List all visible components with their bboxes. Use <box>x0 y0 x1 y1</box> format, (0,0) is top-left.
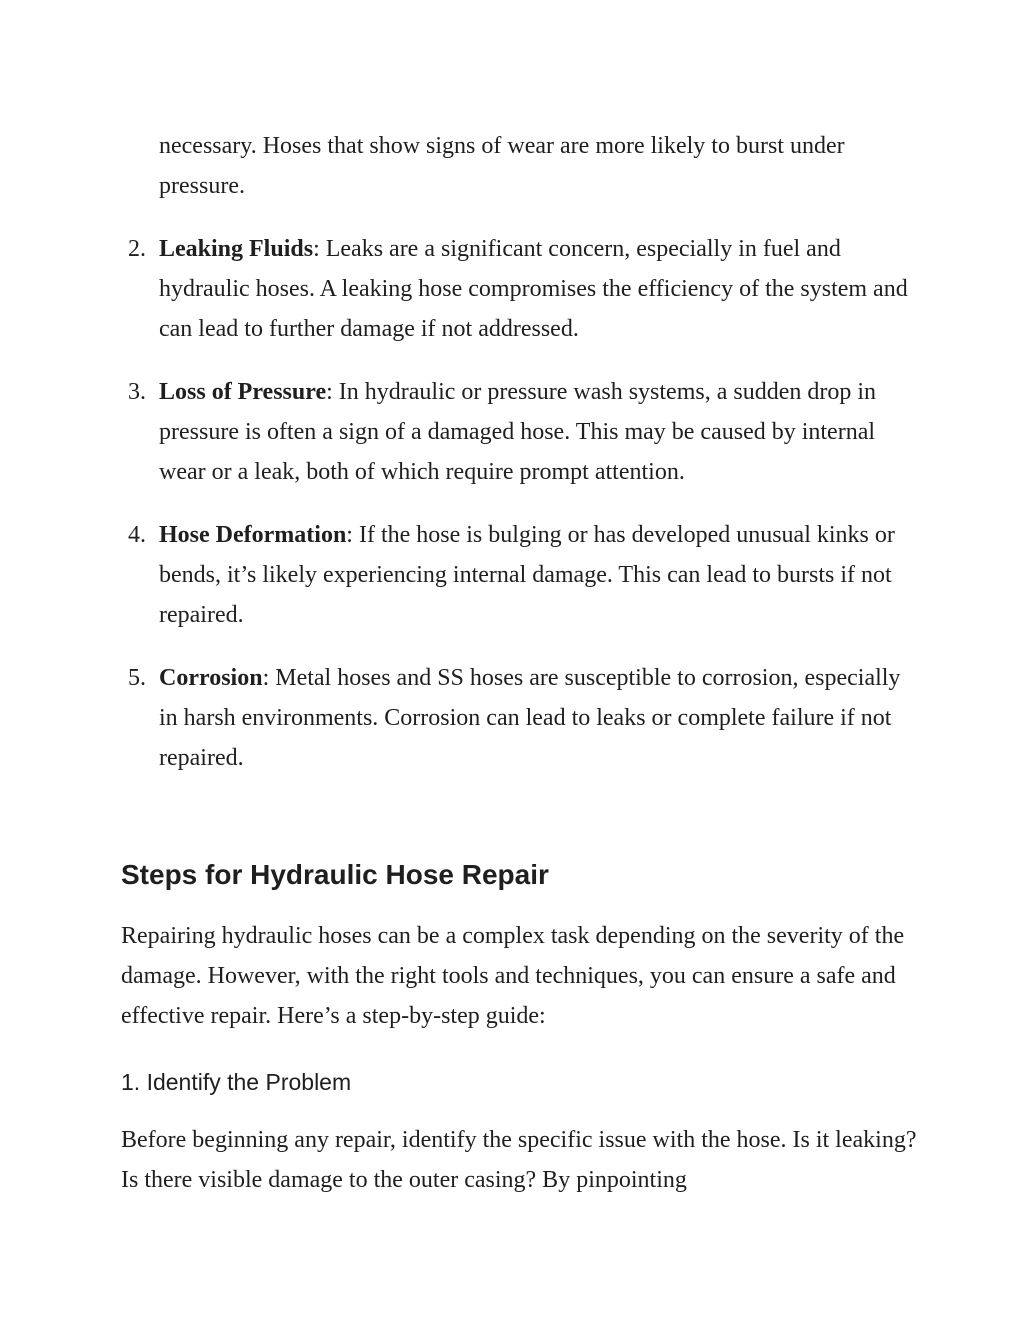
list-number: 2. <box>128 236 146 262</box>
list-item <box>122 372 922 492</box>
list-term: Loss of Pressure <box>159 379 327 405</box>
list-item <box>122 229 922 349</box>
list-number: 5. <box>128 665 146 691</box>
list-item <box>122 515 922 635</box>
list-text: : Leaks are a significant concern, especially in fuel and hydraulic hoses. A leaking hose compromises the efficiency of the system and can lead to further damage if not addressed. <box>159 236 908 342</box>
list-text: : If the hose is bulging or has developed unusual kinks or bends, it’s likely experiencing internal damage. This can lead to bursts if not repaired. <box>159 522 895 628</box>
list-term: Leaking Fluids <box>159 236 314 262</box>
step1-paragraph: Before beginning any repair, identify the specific issue with the hose. Is it leaking? Is there visible damage to the outer casing? By pinpointing <box>121 1127 917 1193</box>
list-number: 3. <box>128 379 146 405</box>
list-text: : In hydraulic or pressure wash systems, a sudden drop in pressure is often a sign of a damaged hose. This may be caused by internal wear or a leak, both of which require prompt attention. <box>159 379 876 485</box>
list-item <box>122 658 922 778</box>
list-term: Hose Deformation <box>159 522 347 548</box>
continued-paragraph: necessary. Hoses that show signs of wear are more likely to burst under pressure. <box>159 133 845 199</box>
list-term: Corrosion <box>159 665 263 691</box>
list-text: : Metal hoses and SS hoses are susceptible to corrosion, especially in harsh environments. Corrosion can lead to leaks or complete failure if not repaired. <box>159 665 901 771</box>
list-number: 4. <box>128 522 146 548</box>
symptom-list <box>122 229 922 801</box>
section-heading: Steps for Hydraulic Hose Repair <box>121 859 549 890</box>
section-intro: Repairing hydraulic hoses can be a complex task depending on the severity of the damage. However, with the right tools and techniques, you can ensure a safe and effective repair. Here’s a step-by-step guide: <box>121 923 905 1029</box>
step1-heading: 1. Identify the Problem <box>121 1069 352 1095</box>
